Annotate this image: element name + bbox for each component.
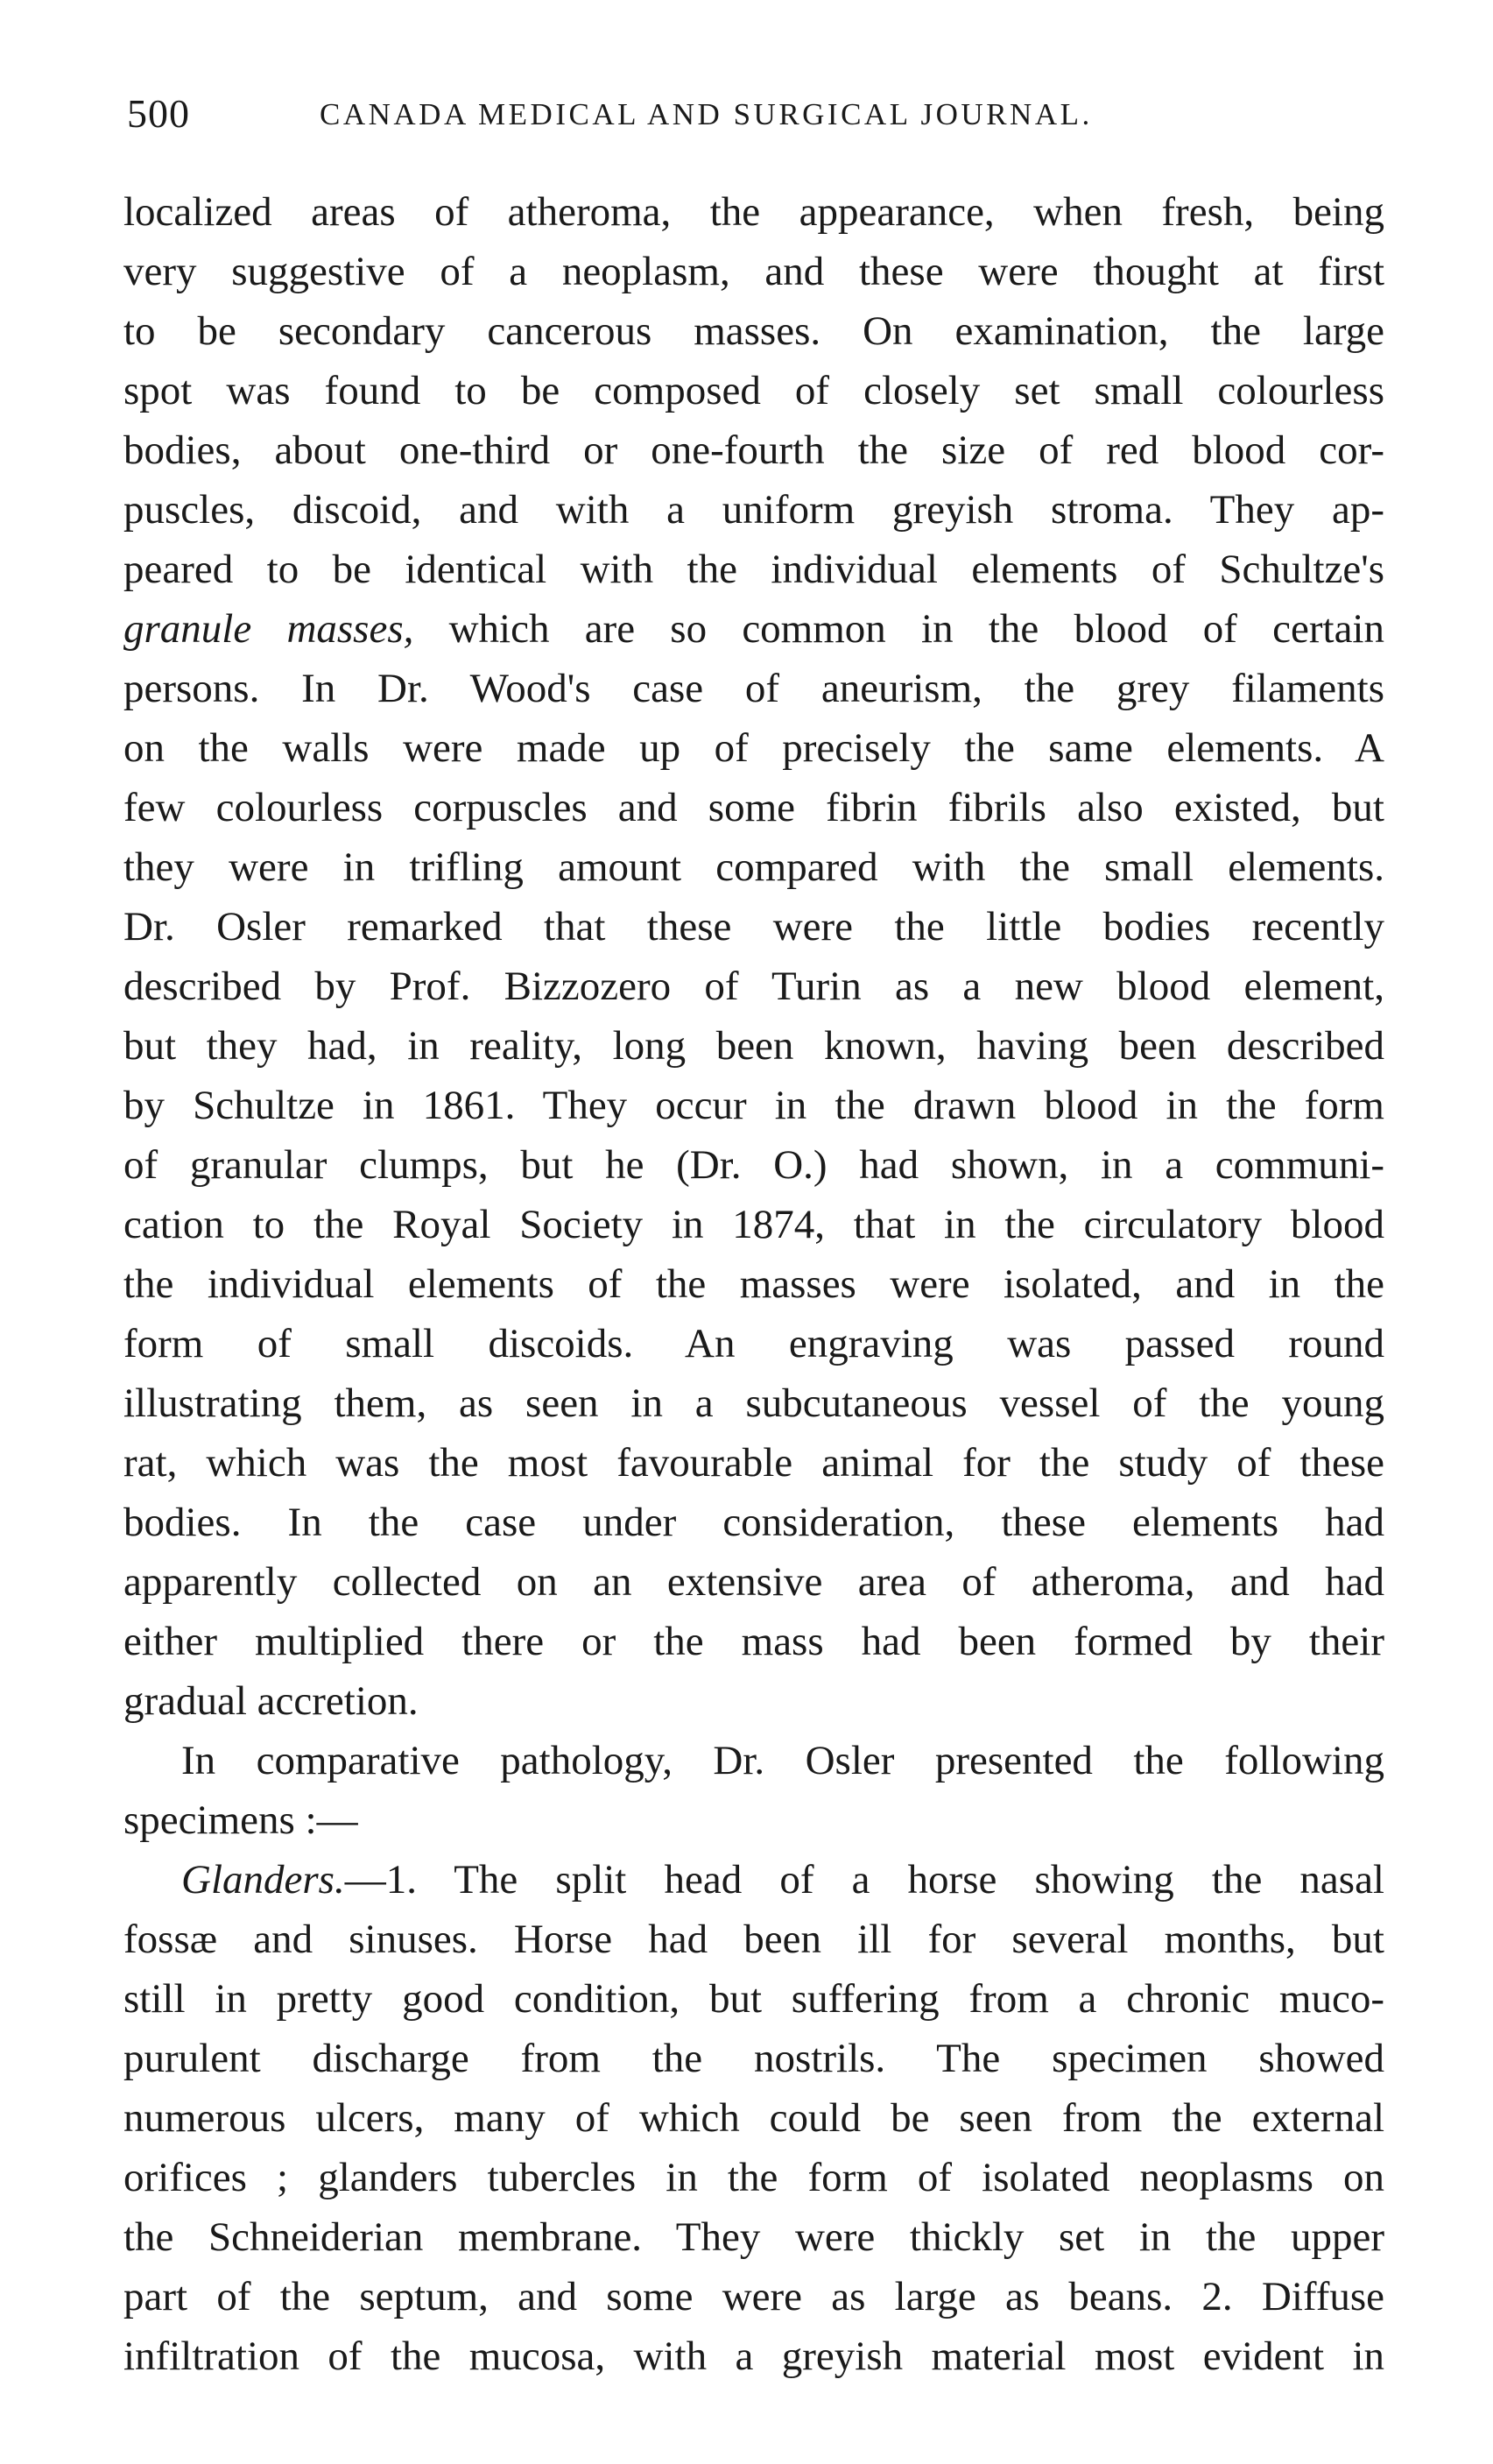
running-head bbox=[127, 88, 1370, 140]
text-line: spot was found to be composed of closely set small colourless bbox=[123, 368, 1384, 413]
text-line: In comparative pathology, Dr. Osler presented the following bbox=[181, 1738, 1384, 1783]
text-line: still in pretty good condition, but suffering from a chronic muco- bbox=[123, 1976, 1384, 2022]
line-text: which are so common in the blood of certain bbox=[413, 606, 1384, 652]
text-line: they were in trifling amount compared with the small elements. bbox=[123, 844, 1384, 890]
text-line: to be secondary cancerous masses. On examination, the large bbox=[123, 308, 1384, 354]
italic-term: granule masses, bbox=[123, 606, 414, 652]
text-line: infiltration of the mucosa, with a greyish material most evident in bbox=[123, 2333, 1384, 2379]
text-line bbox=[181, 1851, 1384, 1909]
text-line: rat, which was the most favourable animal for the study of these bbox=[123, 1440, 1384, 1486]
text-line: by Schultze in 1861. They occur in the drawn blood in the form bbox=[123, 1083, 1384, 1128]
text-line: apparently collected on an extensive area of atheroma, and had bbox=[123, 1559, 1384, 1605]
text-line: bodies, about one-third or one-fourth the size of red blood cor- bbox=[123, 427, 1384, 473]
text-line: illustrating them, as seen in a subcutaneous vessel of the young bbox=[123, 1380, 1384, 1426]
italic-term: Glanders. bbox=[181, 1857, 345, 1903]
text-line: Dr. Osler remarked that these were the little bodies recently bbox=[123, 904, 1384, 950]
text-line: either multiplied there or the mass had been formed by their bbox=[123, 1619, 1384, 1664]
page-number: 500 bbox=[127, 91, 190, 136]
text-line: localized areas of atheroma, the appearance, when fresh, being bbox=[123, 189, 1384, 235]
text-line: very suggestive of a neoplasm, and these were thought at first bbox=[123, 249, 1384, 294]
text-line: gradual accretion. bbox=[123, 1678, 419, 1724]
text-line: persons. In Dr. Wood's case of aneurism, the grey filaments bbox=[123, 666, 1384, 711]
text-line: of granular clumps, but he (Dr. O.) had shown, in a communi- bbox=[123, 1142, 1384, 1188]
text-line: form of small discoids. An engraving was passed round bbox=[123, 1321, 1384, 1366]
text-line: bodies. In the case under consideration, these elements had bbox=[123, 1500, 1384, 1545]
text-line: but they had, in reality, long been known, having been described bbox=[123, 1023, 1384, 1069]
text-line: the individual elements of the masses were isolated, and in the bbox=[123, 1261, 1384, 1307]
text-line: fossæ and sinuses. Horse had been ill for several months, but bbox=[123, 1917, 1384, 1962]
journal-title: CANADA MEDICAL AND SURGICAL JOURNAL. bbox=[320, 97, 1093, 131]
text-line: few colourless corpuscles and some fibrin fibrils also existed, but bbox=[123, 785, 1384, 830]
line-text: —1. The split head of a horse showing the nasal bbox=[344, 1857, 1384, 1903]
text-line: specimens :— bbox=[123, 1797, 358, 1843]
text-line: cation to the Royal Society in 1874, that in the circulatory blood bbox=[123, 1202, 1384, 1247]
text-line: the Schneiderian membrane. They were thickly set in the upper bbox=[123, 2214, 1384, 2260]
text-line: orifices ; glanders tubercles in the form of isolated neoplasms on bbox=[123, 2155, 1384, 2200]
text-line: puscles, discoid, and with a uniform greyish stroma. They ap- bbox=[123, 487, 1384, 533]
text-line: described by Prof. Bizzozero of Turin as a new blood element, bbox=[123, 964, 1384, 1009]
text-line bbox=[123, 600, 1384, 658]
text-line: part of the septum, and some were as large as beans. 2. Diffuse bbox=[123, 2274, 1384, 2319]
text-line: on the walls were made up of precisely the same elements. A bbox=[123, 725, 1384, 771]
text-line: peared to be identical with the individual elements of Schultze's bbox=[123, 547, 1384, 592]
text-line: purulent discharge from the nostrils. The specimen showed bbox=[123, 2036, 1384, 2081]
text-line: numerous ulcers, many of which could be seen from the external bbox=[123, 2095, 1384, 2141]
